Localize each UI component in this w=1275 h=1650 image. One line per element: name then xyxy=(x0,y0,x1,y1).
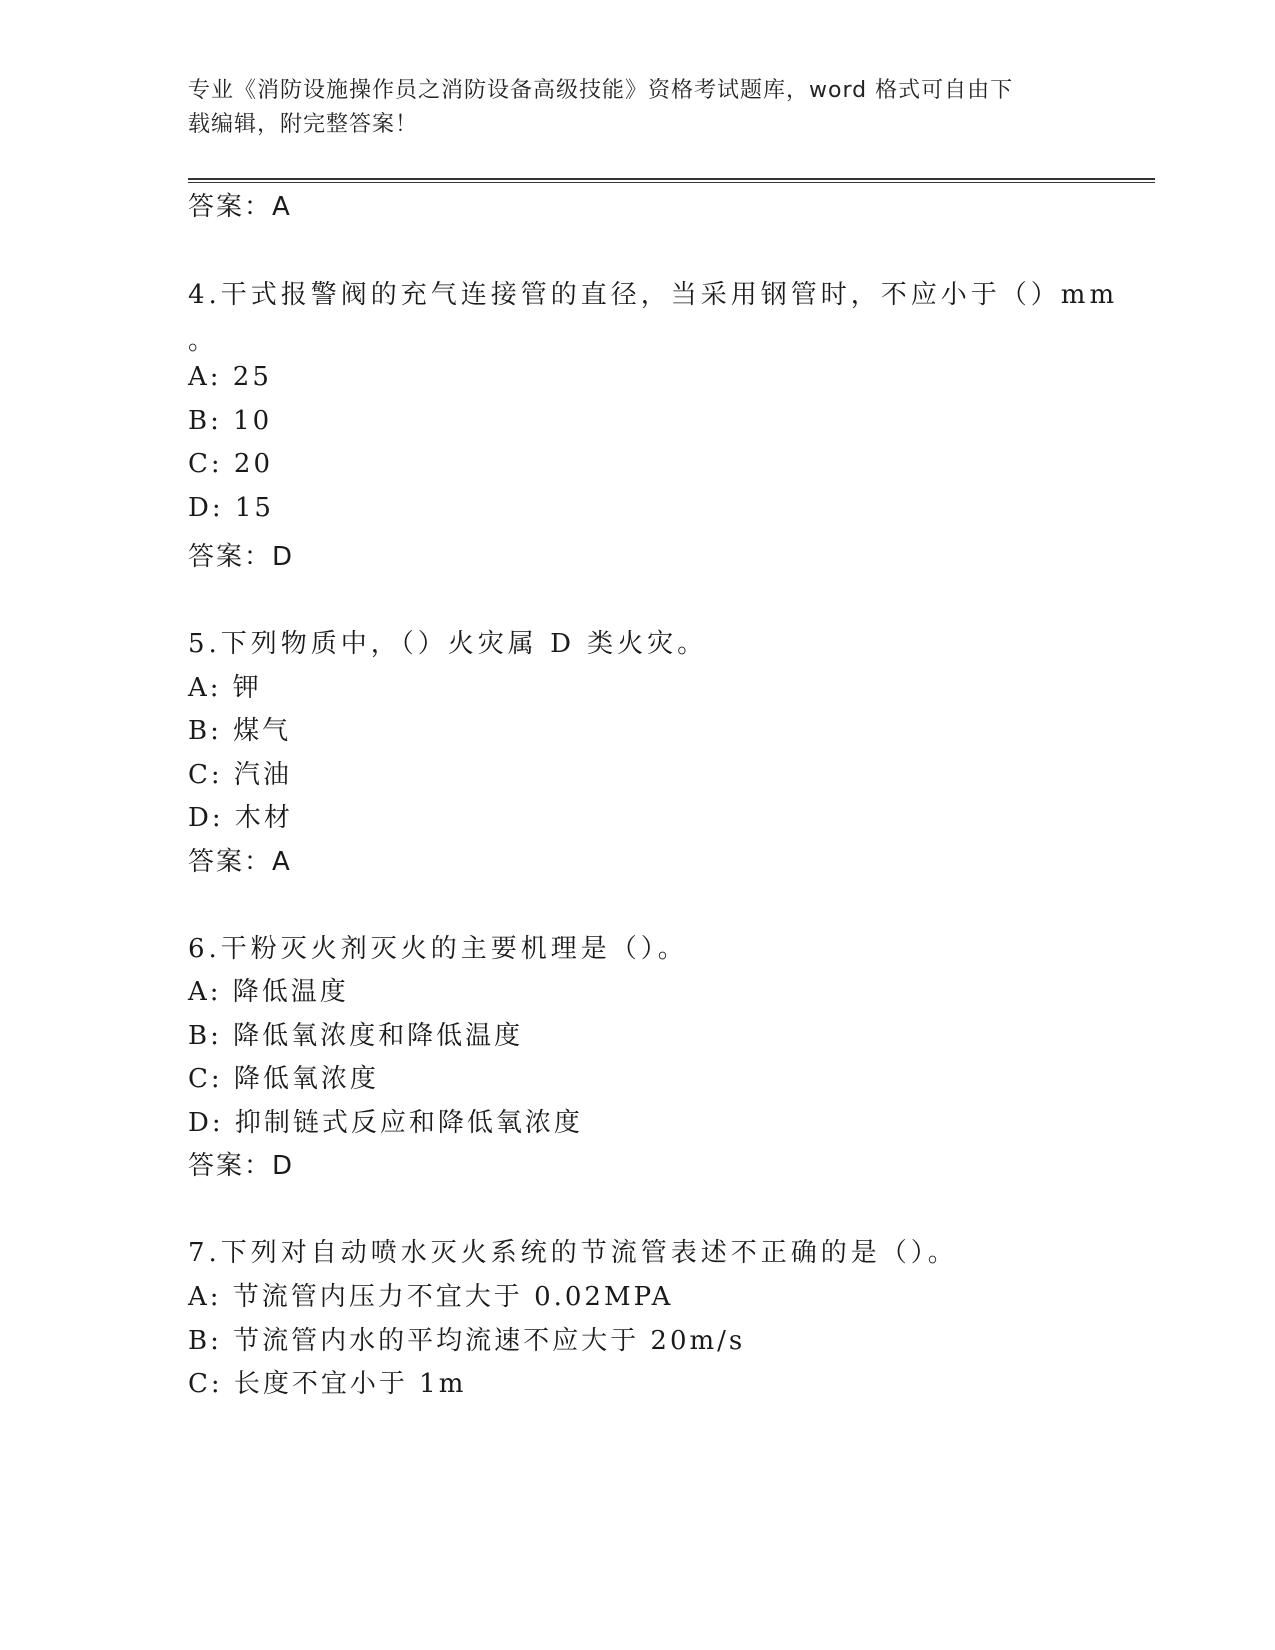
question-7-option-a: A: 节流管内压力不宜大于 0.02MPA xyxy=(188,1282,674,1312)
question-5-option-a: A: 钾 xyxy=(188,673,262,703)
question-6-option-a: A: 降低温度 xyxy=(188,977,349,1007)
question-5-stem: 5.下列物质中，（）火灾属 D 类火灾。 xyxy=(188,629,708,659)
question-4-stem-continued: 。 xyxy=(188,326,219,356)
header-divider xyxy=(188,178,1155,183)
previous-answer: 答案：A xyxy=(188,192,292,222)
question-5-option-b: B: 煤气 xyxy=(188,716,292,746)
header-line-2: 载编辑，附完整答案！ xyxy=(188,112,419,137)
question-6-stem: 6.干粉灭火剂灭火的主要机理是（）。 xyxy=(188,934,688,964)
question-4-stem: 4.干式报警阀的充气连接管的直径，当采用钢管时，不应小于（）mm xyxy=(188,280,1119,310)
question-6-option-b: B: 降低氧浓度和降低温度 xyxy=(188,1021,524,1051)
question-4-option-b: B: 10 xyxy=(188,406,273,436)
question-5-option-d: D: 木材 xyxy=(188,803,293,833)
question-4-option-d: D: 15 xyxy=(188,493,274,523)
question-6-answer: 答案：D xyxy=(188,1151,295,1181)
question-6-option-c: C: 降低氧浓度 xyxy=(188,1064,379,1094)
question-7-stem: 7.下列对自动喷水灭火系统的节流管表述不正确的是（）。 xyxy=(188,1238,958,1268)
document-header xyxy=(188,74,1088,142)
question-7-option-b: B: 节流管内水的平均流速不应大于 20m/s xyxy=(188,1326,746,1356)
question-5-answer: 答案：A xyxy=(188,847,292,877)
question-5-option-c: C: 汽油 xyxy=(188,760,292,790)
question-6-option-d: D: 抑制链式反应和降低氧浓度 xyxy=(188,1108,583,1138)
header-line-1: 专业《消防设施操作员之消防设备高级技能》资格考试题库，word 格式可自由下 xyxy=(188,78,1014,103)
question-4-option-a: A: 25 xyxy=(188,362,272,392)
question-4-option-c: C: 20 xyxy=(188,449,274,479)
question-4-answer: 答案：D xyxy=(188,542,295,572)
question-7-option-c: C: 长度不宜小于 1m xyxy=(188,1369,467,1399)
